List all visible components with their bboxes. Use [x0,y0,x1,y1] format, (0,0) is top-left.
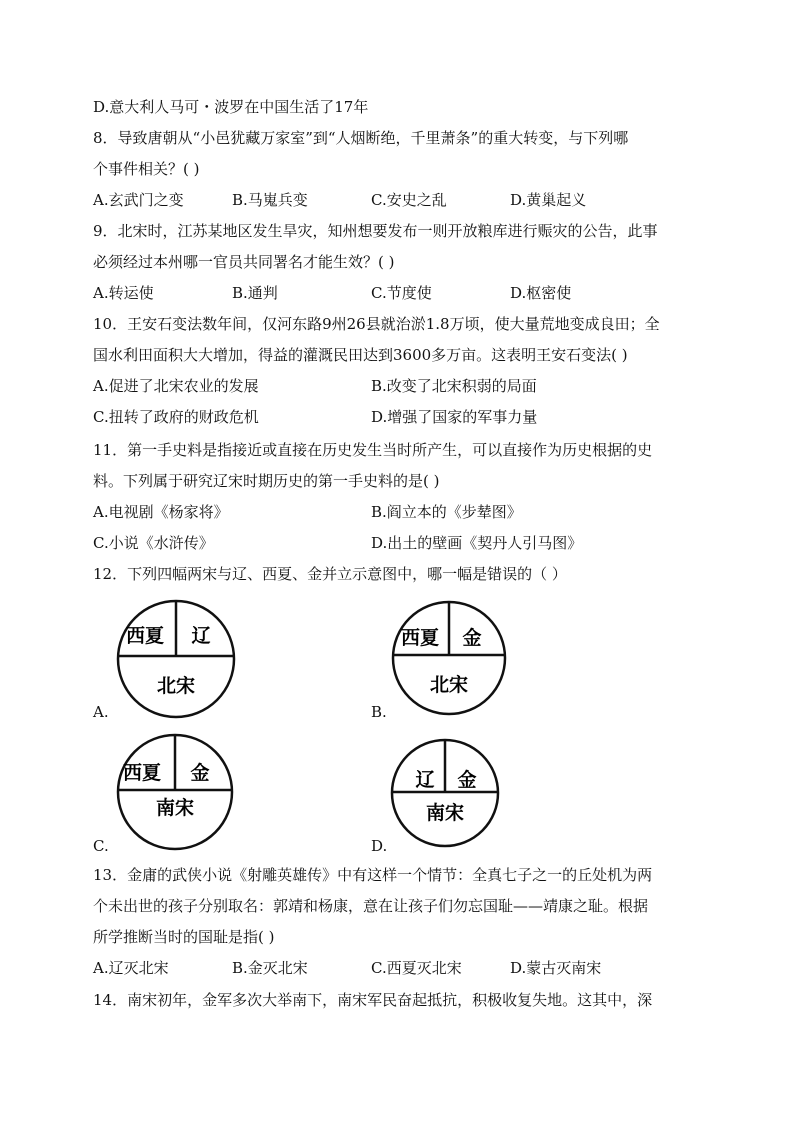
q10-option-b: B.改变了北宋积弱的局面 [371,377,537,395]
q9-option-a: A.转运使 [93,284,154,302]
q12-stem: 12．下列四幅两宋与辽、西夏、金并立示意图中，哪一幅是错误的（ ） [93,565,567,583]
diagram-a-right-label: 辽 [191,625,211,647]
q10-stem-line1: 10．王安石变法数年间，仅河东路9州26县就治淤1.8万顷，使大量荒地变成良田；全 [93,315,660,333]
q9-stem-line2: 必须经过本州哪一官员共同署名才能生效？( ) [93,253,395,271]
q9-stem-line1: 9．北宋时，江苏某地区发生旱灾，知州想要发布一则开放粮库进行赈灾的公告，此事 [93,222,658,240]
diagram-b-circle [390,599,508,717]
q13-option-b: B.金灭北宋 [232,959,308,977]
q13-stem-line2: 个未出世的孩子分别取名：郭靖和杨康，意在让孩子们勿忘国耻——靖康之耻。根据 [93,897,649,915]
diagram-c-left-label: 西夏 [122,762,162,784]
diagram-d [389,737,501,853]
q10-option-d: D.增强了国家的军事力量 [371,408,538,426]
q11-stem-line2: 料。下列属于研究辽宋时期历史的第一手史料的是( ) [93,472,440,490]
q13-stem-line1: 13．金庸的武侠小说《射雕英雄传》中有这样一个情节：全真七子之一的丘处机为两 [93,866,653,884]
diagram-c-circle [115,732,235,852]
q10-option-c: C.扭转了政府的财政危机 [93,408,259,426]
q10-stem-line2: 国水利田面积大大增加，得益的灌溉民田达到3600多万亩。这表明王安石变法( ) [93,346,628,364]
diagram-d-bottom-label: 南宋 [425,802,465,824]
q8-option-b: B.马嵬兵变 [232,191,308,209]
q13-option-d: D.蒙古灭南宋 [510,959,602,977]
diagram-a-circle [115,598,237,720]
diagram-b [390,599,508,721]
diagram-c-option-label: C. [93,837,109,855]
diagram-a-option-label: A. [93,703,109,721]
q11-option-a: A.电视剧《杨家将》 [93,503,229,521]
diagram-a-bottom-label: 北宋 [156,675,196,697]
diagram-c-bottom-label: 南宋 [155,797,195,819]
diagram-d-option-label: D. [371,837,388,855]
diagram-d-left-label: 辽 [415,769,435,791]
diagram-b-left-label: 西夏 [400,627,440,649]
diagram-b-option-label: B. [371,703,387,721]
diagram-d-circle [389,737,501,849]
q14-stem-line1: 14．南宋初年，金军多次大举南下，南宋军民奋起抵抗，积极收复失地。这其中，深 [93,991,653,1009]
q13-option-c: C.西夏灭北宋 [371,959,462,977]
q11-option-c: C.小说《水浒传》 [93,534,214,552]
q11-stem-line1: 11．第一手史料是指接近或直接在历史发生当时所产生，可以直接作为历史根据的史 [93,441,653,459]
q9-option-c: C.节度使 [371,284,432,302]
q9-option-b: B.通判 [232,284,278,302]
diagram-c [115,732,235,856]
q8-stem-line1: 8．导致唐朝从“小邑犹藏万家室”到“人烟断绝，千里萧条”的重大转变，与下列哪 [93,129,629,147]
diagram-b-bottom-label: 北宋 [429,674,469,696]
q11-option-d: D.出土的壁画《契丹人引马图》 [371,534,583,552]
q10-option-a: A.促进了北宋农业的发展 [93,377,259,395]
diagram-c-right-label: 金 [190,762,210,784]
q11-option-b: B.阎立本的《步辇图》 [371,503,522,521]
diagram-a-left-label: 西夏 [125,625,165,647]
q7-option-d: D.意大利人马可・波罗在中国生活了17年 [93,98,369,116]
q13-option-a: A.辽灭北宋 [93,959,169,977]
q8-option-d: D.黄巢起义 [510,191,587,209]
diagram-b-right-label: 金 [462,627,482,649]
q8-option-c: C.安史之乱 [371,191,447,209]
diagram-a [115,598,237,724]
q13-stem-line3: 所学推断当时的国耻是指( ) [93,928,275,946]
diagram-d-right-label: 金 [457,769,477,791]
q8-option-a: A.玄武门之变 [93,191,184,209]
q9-option-d: D.枢密使 [510,284,572,302]
q8-stem-line2: 个事件相关？( ) [93,160,200,178]
